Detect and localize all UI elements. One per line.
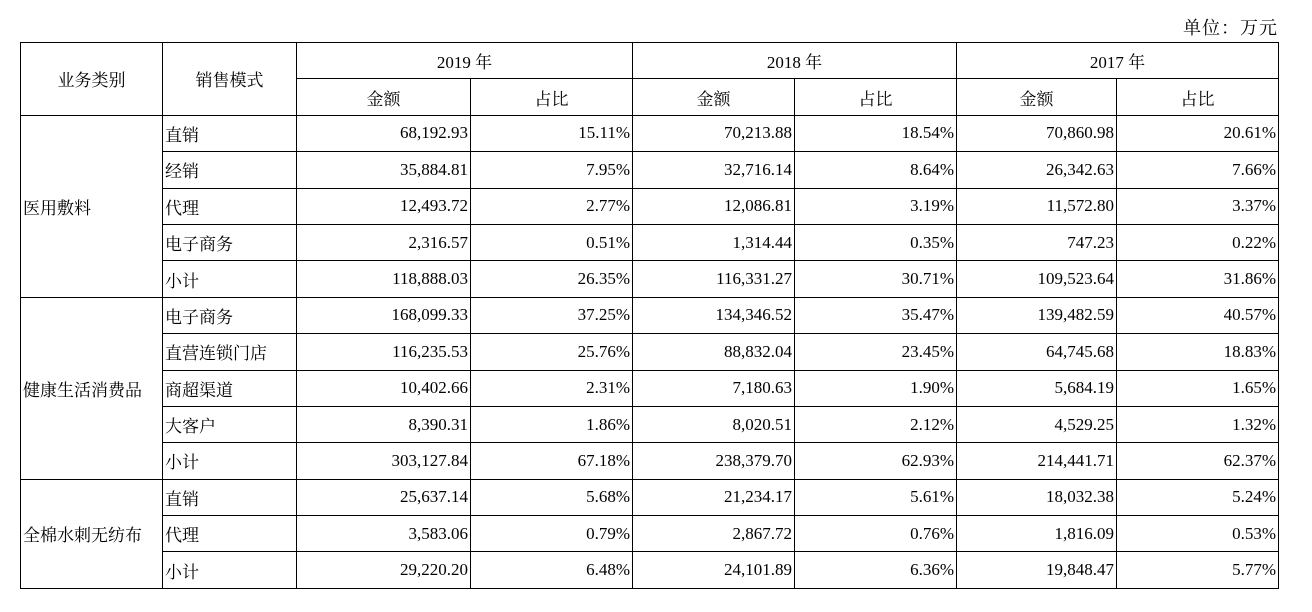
amount-2017-cell: 18,032.38	[957, 479, 1117, 515]
ratio-2019-cell: 15.11%	[471, 115, 633, 151]
mode-cell: 商超渠道	[163, 370, 297, 406]
ratio-2017-cell: 0.22%	[1117, 224, 1279, 260]
ratio-2018-cell: 6.36%	[795, 552, 957, 588]
header-year-2017: 2017 年	[957, 43, 1279, 79]
ratio-2017-cell: 40.57%	[1117, 297, 1279, 333]
ratio-2019-cell: 0.51%	[471, 224, 633, 260]
mode-cell: 小计	[163, 552, 297, 588]
subtotal-row	[21, 552, 1279, 588]
amount-2017-cell: 1,816.09	[957, 516, 1117, 552]
amount-2019-cell: 12,493.72	[297, 188, 471, 224]
ratio-2018-cell: 62.93%	[795, 443, 957, 479]
ratio-2018-cell: 5.61%	[795, 479, 957, 515]
ratio-2019-cell: 7.95%	[471, 152, 633, 188]
amount-2017-cell: 19,848.47	[957, 552, 1117, 588]
table-row	[21, 406, 1279, 442]
table-row	[21, 334, 1279, 370]
mode-cell: 直销	[163, 479, 297, 515]
unit-label: 单位：万元	[1183, 18, 1278, 38]
ratio-2019-cell: 25.76%	[471, 334, 633, 370]
header-amount-2018: 金额	[633, 79, 795, 115]
amount-2017-cell: 64,745.68	[957, 334, 1117, 370]
revenue-table	[20, 42, 1279, 589]
amount-2018-cell: 8,020.51	[633, 406, 795, 442]
amount-2019-cell: 116,235.53	[297, 334, 471, 370]
amount-2019-cell: 68,192.93	[297, 115, 471, 151]
amount-2018-cell: 116,331.27	[633, 261, 795, 297]
category-cell: 医用敷料	[21, 115, 163, 297]
ratio-2018-cell: 30.71%	[795, 261, 957, 297]
header-year-2019: 2019 年	[297, 43, 633, 79]
category-cell: 全棉水刺无纺布	[21, 479, 163, 588]
amount-2019-cell: 10,402.66	[297, 370, 471, 406]
ratio-2019-cell: 5.68%	[471, 479, 633, 515]
amount-2018-cell: 2,867.72	[633, 516, 795, 552]
amount-2018-cell: 21,234.17	[633, 479, 795, 515]
amount-2019-cell: 35,884.81	[297, 152, 471, 188]
ratio-2019-cell: 1.86%	[471, 406, 633, 442]
amount-2018-cell: 70,213.88	[633, 115, 795, 151]
mode-cell: 代理	[163, 516, 297, 552]
table-row	[21, 115, 1279, 151]
ratio-2019-cell: 2.31%	[471, 370, 633, 406]
ratio-2018-cell: 1.90%	[795, 370, 957, 406]
ratio-2017-cell: 5.77%	[1117, 552, 1279, 588]
table-row	[21, 479, 1279, 515]
mode-cell: 小计	[163, 443, 297, 479]
amount-2018-cell: 1,314.44	[633, 224, 795, 260]
table-row	[21, 152, 1279, 188]
amount-2017-cell: 5,684.19	[957, 370, 1117, 406]
table-body	[21, 115, 1279, 588]
ratio-2019-cell: 37.25%	[471, 297, 633, 333]
table-row	[21, 516, 1279, 552]
ratio-2019-cell: 6.48%	[471, 552, 633, 588]
amount-2018-cell: 238,379.70	[633, 443, 795, 479]
ratio-2019-cell: 26.35%	[471, 261, 633, 297]
amount-2019-cell: 2,316.57	[297, 224, 471, 260]
ratio-2017-cell: 0.53%	[1117, 516, 1279, 552]
mode-cell: 电子商务	[163, 224, 297, 260]
ratio-2017-cell: 1.32%	[1117, 406, 1279, 442]
amount-2019-cell: 118,888.03	[297, 261, 471, 297]
amount-2018-cell: 134,346.52	[633, 297, 795, 333]
amount-2019-cell: 168,099.33	[297, 297, 471, 333]
table-row	[21, 224, 1279, 260]
header-ratio-2017: 占比	[1117, 79, 1279, 115]
category-cell: 健康生活消费品	[21, 297, 163, 479]
header-row-years	[21, 43, 1279, 79]
ratio-2019-cell: 67.18%	[471, 443, 633, 479]
amount-2017-cell: 70,860.98	[957, 115, 1117, 151]
amount-2017-cell: 214,441.71	[957, 443, 1117, 479]
amount-2019-cell: 29,220.20	[297, 552, 471, 588]
header-category: 业务类别	[21, 43, 163, 116]
header-year-2018: 2018 年	[633, 43, 957, 79]
amount-2017-cell: 11,572.80	[957, 188, 1117, 224]
ratio-2018-cell: 0.35%	[795, 224, 957, 260]
table-row	[21, 297, 1279, 333]
amount-2017-cell: 109,523.64	[957, 261, 1117, 297]
amount-2018-cell: 7,180.63	[633, 370, 795, 406]
header-ratio-2018: 占比	[795, 79, 957, 115]
mode-cell: 大客户	[163, 406, 297, 442]
ratio-2018-cell: 8.64%	[795, 152, 957, 188]
ratio-2019-cell: 2.77%	[471, 188, 633, 224]
table-row	[21, 370, 1279, 406]
mode-cell: 直销	[163, 115, 297, 151]
amount-2017-cell: 747.23	[957, 224, 1117, 260]
ratio-2018-cell: 3.19%	[795, 188, 957, 224]
amount-2018-cell: 24,101.89	[633, 552, 795, 588]
amount-2019-cell: 25,637.14	[297, 479, 471, 515]
amount-2018-cell: 88,832.04	[633, 334, 795, 370]
subtotal-row	[21, 443, 1279, 479]
mode-cell: 代理	[163, 188, 297, 224]
ratio-2017-cell: 7.66%	[1117, 152, 1279, 188]
ratio-2017-cell: 18.83%	[1117, 334, 1279, 370]
amount-2018-cell: 12,086.81	[633, 188, 795, 224]
subtotal-row	[21, 261, 1279, 297]
ratio-2018-cell: 18.54%	[795, 115, 957, 151]
amount-2017-cell: 4,529.25	[957, 406, 1117, 442]
ratio-2018-cell: 23.45%	[795, 334, 957, 370]
ratio-2017-cell: 20.61%	[1117, 115, 1279, 151]
ratio-2018-cell: 35.47%	[795, 297, 957, 333]
amount-2019-cell: 303,127.84	[297, 443, 471, 479]
mode-cell: 小计	[163, 261, 297, 297]
header-mode: 销售模式	[163, 43, 297, 116]
mode-cell: 经销	[163, 152, 297, 188]
header-ratio-2019: 占比	[471, 79, 633, 115]
ratio-2017-cell: 1.65%	[1117, 370, 1279, 406]
header-amount-2019: 金额	[297, 79, 471, 115]
amount-2018-cell: 32,716.14	[633, 152, 795, 188]
ratio-2018-cell: 0.76%	[795, 516, 957, 552]
mode-cell: 电子商务	[163, 297, 297, 333]
amount-2019-cell: 3,583.06	[297, 516, 471, 552]
ratio-2017-cell: 31.86%	[1117, 261, 1279, 297]
ratio-2017-cell: 3.37%	[1117, 188, 1279, 224]
ratio-2019-cell: 0.79%	[471, 516, 633, 552]
mode-cell: 直营连锁门店	[163, 334, 297, 370]
amount-2017-cell: 139,482.59	[957, 297, 1117, 333]
ratio-2018-cell: 2.12%	[795, 406, 957, 442]
amount-2019-cell: 8,390.31	[297, 406, 471, 442]
ratio-2017-cell: 62.37%	[1117, 443, 1279, 479]
header-amount-2017: 金额	[957, 79, 1117, 115]
amount-2017-cell: 26,342.63	[957, 152, 1117, 188]
ratio-2017-cell: 5.24%	[1117, 479, 1279, 515]
table-row	[21, 188, 1279, 224]
